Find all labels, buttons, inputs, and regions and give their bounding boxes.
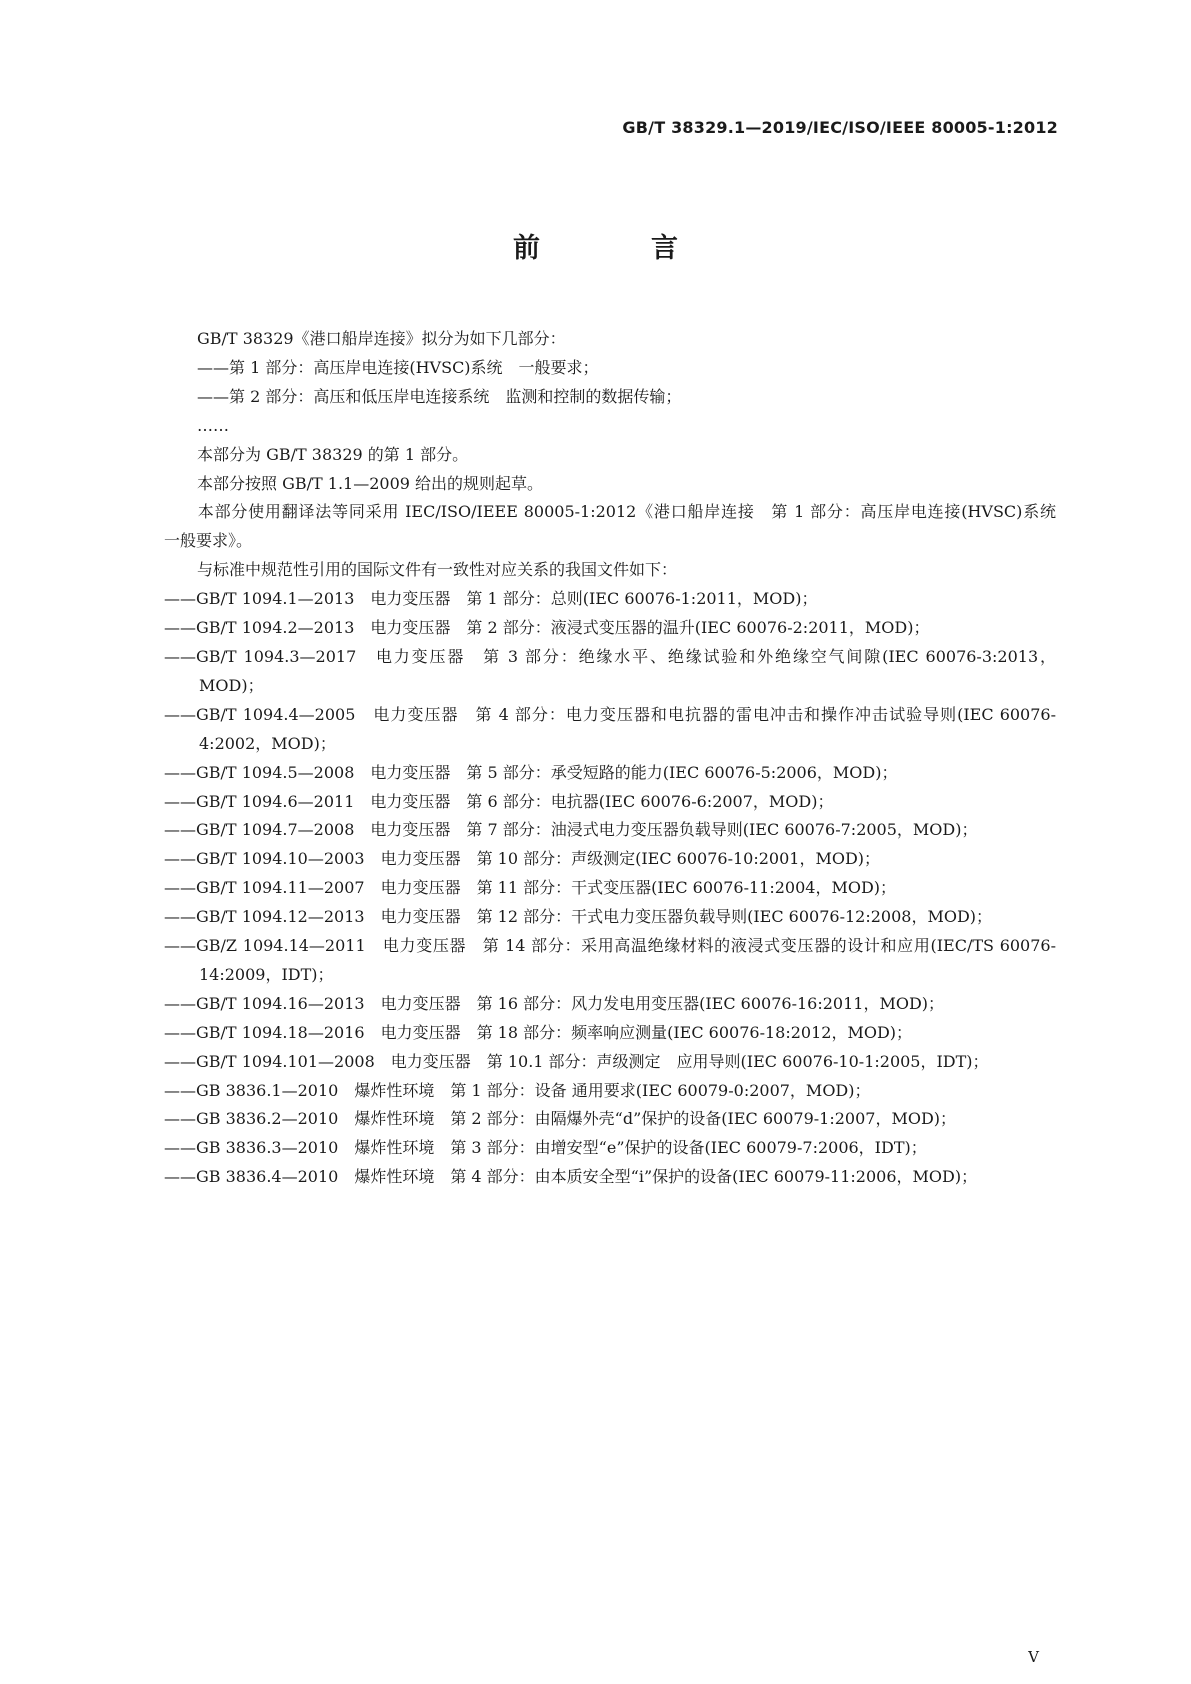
list-item: ——GB/T 1094.2—2013 电力变压器 第 2 部分：液浸式变压器的温升(IEC 60076-2:2011，MOD)；	[164, 618, 930, 638]
list-item: ——GB 3836.2—2010 爆炸性环境 第 2 部分：由隔爆外壳“d”保护的设备(IEC 60079-1:2007，MOD)；	[164, 1109, 957, 1129]
foreword-body	[164, 325, 1073, 1192]
list-item: ——GB 3836.3—2010 爆炸性环境 第 3 部分：由增安型“e”保护的设备(IEC 60079-7:2006，IDT)；	[164, 1138, 927, 1158]
list-item: ——GB/T 1094.18—2016 电力变压器 第 18 部分：频率响应测量(IEC 60076-18:2012，MOD)；	[164, 1022, 913, 1042]
paragraph: 本部分按照 GB/T 1.1—2009 给出的规则起草。	[197, 473, 544, 493]
list-item: ——GB 3836.1—2010 爆炸性环境 第 1 部分：设备 通用要求(IEC 60079-0:2007，MOD)；	[164, 1080, 871, 1100]
list-item: ——GB/T 1094.5—2008 电力变压器 第 5 部分：承受短路的能力(IEC 60076-5:2006，MOD)；	[164, 762, 898, 782]
list-item: ——GB/T 1094.11—2007 电力变压器 第 11 部分：干式变压器(IEC 60076-11:2004，MOD)；	[164, 878, 897, 898]
paragraph: 与标准中规范性引用的国际文件有一致性对应关系的我国文件如下：	[197, 560, 678, 580]
list-item: ——GB 3836.4—2010 爆炸性环境 第 4 部分：由本质安全型“i”保护的设备(IEC 60079-11:2006，MOD)；	[164, 1167, 978, 1187]
list-item: ——GB/T 1094.16—2013 电力变压器 第 16 部分：风力发电用变压器(IEC 60076-16:2011，MOD)；	[164, 993, 945, 1013]
list-item: ——GB/T 1094.10—2003 电力变压器 第 10 部分：声级测定(IEC 60076-10:2001，MOD)；	[164, 849, 881, 869]
paragraph	[164, 498, 1073, 556]
reference-list	[164, 585, 1056, 1192]
page-number: V	[1028, 1648, 1039, 1666]
list-item: ——GB/Z 1094.14—2011 电力变压器 第 14 部分：采用高温绝缘材料的液浸式变压器的设计和应用(IEC/TS 60076-14:2009，IDT)；	[164, 936, 1056, 984]
paragraph: ——第 1 部分：高压岸电连接(HVSC)系统 一般要求；	[197, 357, 599, 377]
list-item: ——GB/T 1094.101—2008 电力变压器 第 10.1 部分：声级测定 应用导则(IEC 60076-10-1:2005，IDT)；	[164, 1051, 989, 1071]
paragraph-text: 本部分使用翻译法等同采用 IEC/ISO/IEEE 80005-1:2012《港口船岸连接 第 1 部分：高压岸电连接(HVSC)系统 一般要求》。	[164, 502, 1073, 551]
list-item: ——GB/T 1094.6—2011 电力变压器 第 6 部分：电抗器(IEC 60076-6:2007，MOD)；	[164, 791, 834, 811]
page-title: 前 言	[513, 233, 720, 264]
list-item: ——GB/T 1094.7—2008 电力变压器 第 7 部分：油浸式电力变压器负载导则(IEC 60076-7:2005，MOD)；	[164, 820, 978, 840]
list-item: ——GB/T 1094.3—2017 电力变压器 第 3 部分：绝缘水平、绝缘试验和外绝缘空气间隙(IEC 60076-3:2013，MOD)；	[164, 646, 1056, 695]
list-item: ——GB/T 1094.12—2013 电力变压器 第 12 部分：干式电力变压器负载导则(IEC 60076-12:2008，MOD)；	[164, 907, 993, 927]
paragraph: ——第 2 部分：高压和低压岸电连接系统 监测和控制的数据传输；	[197, 386, 682, 406]
paragraph: ……	[197, 415, 229, 435]
list-item: ——GB/T 1094.4—2005 电力变压器 第 4 部分：电力变压器和电抗器的雷电冲击和操作冲击试验导则(IEC 60076-4:2002，MOD)；	[164, 704, 1056, 753]
paragraph: GB/T 38329《港口船岸连接》拟分为如下几部分：	[197, 329, 566, 348]
paragraph: 本部分为 GB/T 38329 的第 1 部分。	[197, 444, 469, 464]
list-item: ——GB/T 1094.1—2013 电力变压器 第 1 部分：总则(IEC 60076-1:2011，MOD)；	[164, 589, 818, 609]
document-id-header: GB/T 38329.1—2019/IEC/ISO/IEEE 80005-1:2012	[622, 118, 1058, 137]
